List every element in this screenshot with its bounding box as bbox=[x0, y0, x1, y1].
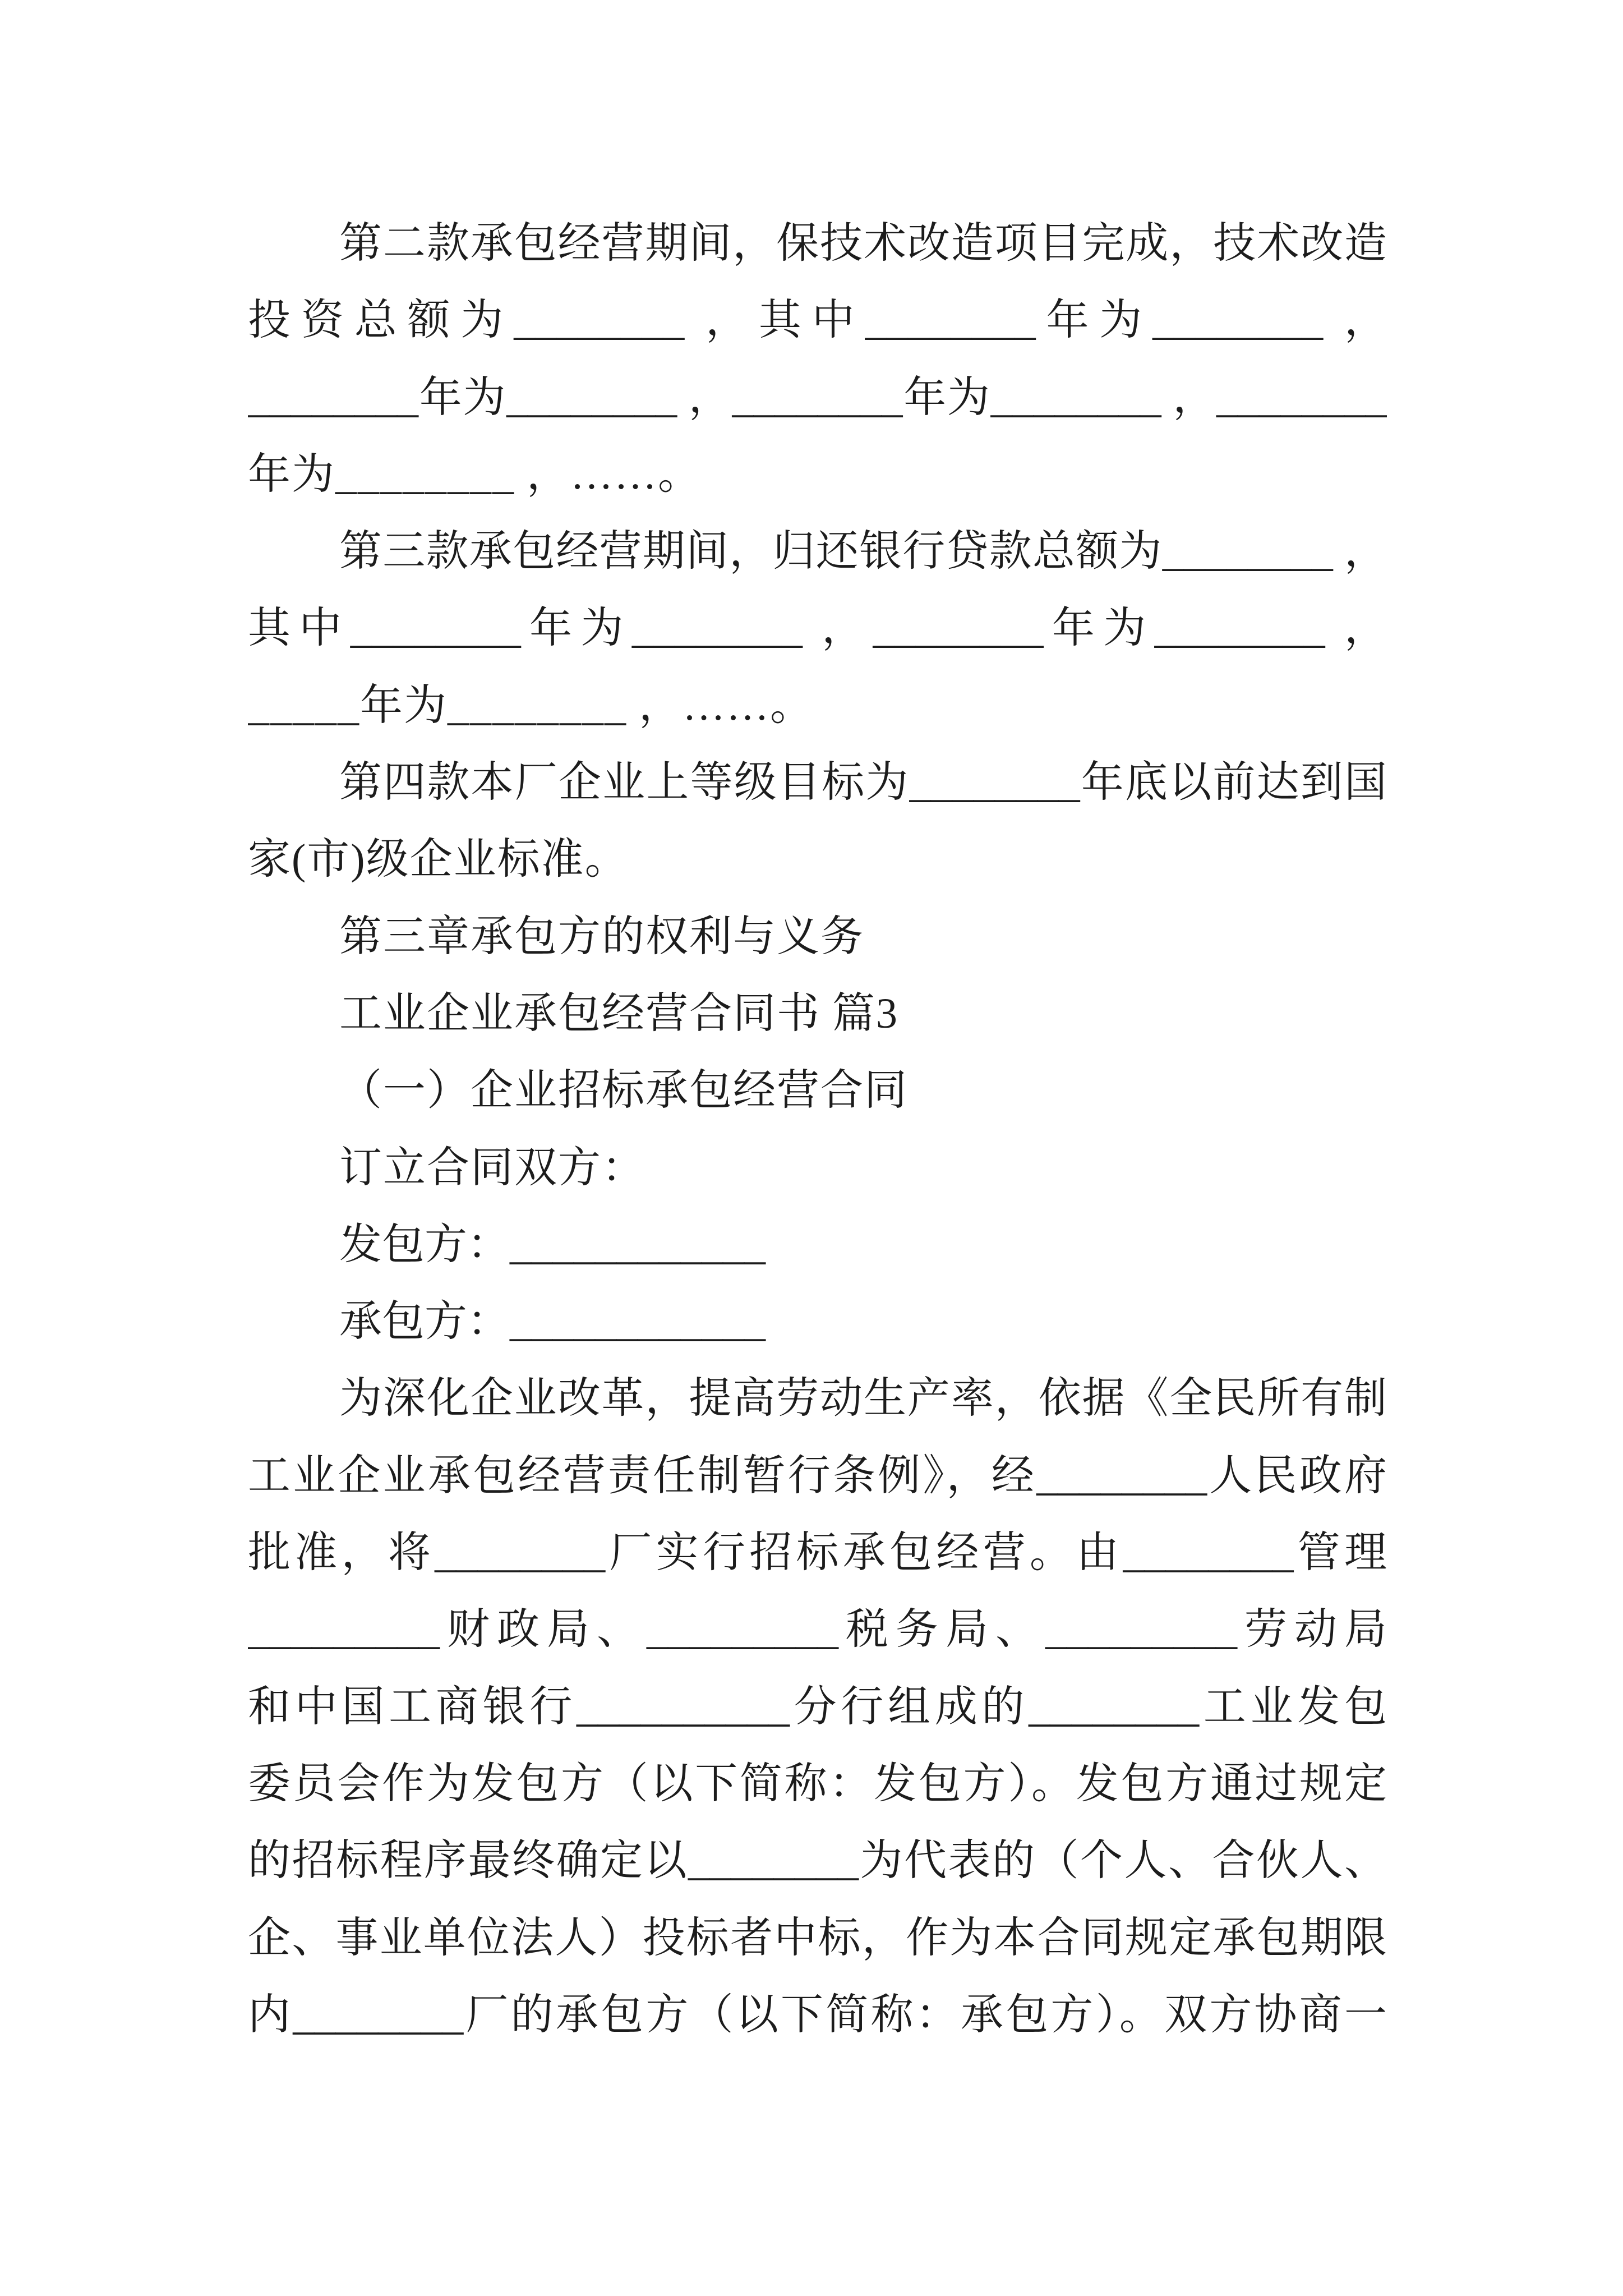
section-heading: （一）企业招标承包经营合同 bbox=[339, 1067, 908, 1115]
clause-4-line: 第四款本厂企业上等级目标为________年底以前达到国 bbox=[339, 759, 1387, 807]
preamble-line: 和中国工商银行__________分行组成的________工业发包 bbox=[248, 1683, 1387, 1731]
preamble-line: 企、事业单位法人）投标者中标，作为本合同规定承包期限 bbox=[248, 1914, 1387, 1962]
contract-title: 工业企业承包经营合同书 篇3 bbox=[339, 990, 898, 1037]
clause-4-line: 家(市)级企业标准。 bbox=[248, 836, 629, 884]
clause-3-line: 第三款承包经营期间，归还银行贷款总额为________ ， bbox=[339, 528, 1387, 576]
clause-3-line: _____年为________ ，……。 bbox=[248, 682, 814, 729]
preamble-line: 内________厂的承包方（以下简称：承包方）。双方协商一 bbox=[248, 1991, 1387, 2039]
document-body bbox=[248, 205, 1387, 2054]
contractor-issuer-field: 发包方：____________ bbox=[339, 1221, 766, 1268]
clause-2-line: ________年为________ ，________年为________ ，________ bbox=[248, 374, 1387, 421]
contractor-field: 承包方：____________ bbox=[339, 1298, 766, 1346]
clause-2-line: 年为________ ，……。 bbox=[248, 450, 702, 498]
preamble-line: 委员会作为发包方（以下简称：发包方）。发包方通过规定 bbox=[248, 1760, 1387, 1807]
preamble-line: _________财政局、_________税务局、_________劳动局 bbox=[248, 1606, 1387, 1654]
chapter-heading: 第三章承包方的权利与义务 bbox=[339, 913, 864, 960]
preamble-line: 的招标程序最终确定以________为代表的（个人、合伙人、 bbox=[248, 1837, 1387, 1885]
parties-label: 订立合同双方： bbox=[339, 1144, 645, 1191]
preamble-line: 为深化企业改革，提高劳动生产率，依据《全民所有制 bbox=[339, 1375, 1387, 1423]
clause-2-line: 第二款承包经营期间，保技术改造项目完成，技术改造 bbox=[339, 220, 1387, 267]
clause-3-line: 其中________年为________ ，________年为________ ， bbox=[248, 605, 1387, 652]
clause-2-line: 投资总额为________ ，其中________年为________ ， bbox=[248, 297, 1387, 344]
preamble-line: 工业企业承包经营责任制暂行条例》，经________人民政府 bbox=[248, 1452, 1387, 1499]
preamble-line: 批准，将________厂实行招标承包经营。由________管理 bbox=[248, 1529, 1387, 1577]
